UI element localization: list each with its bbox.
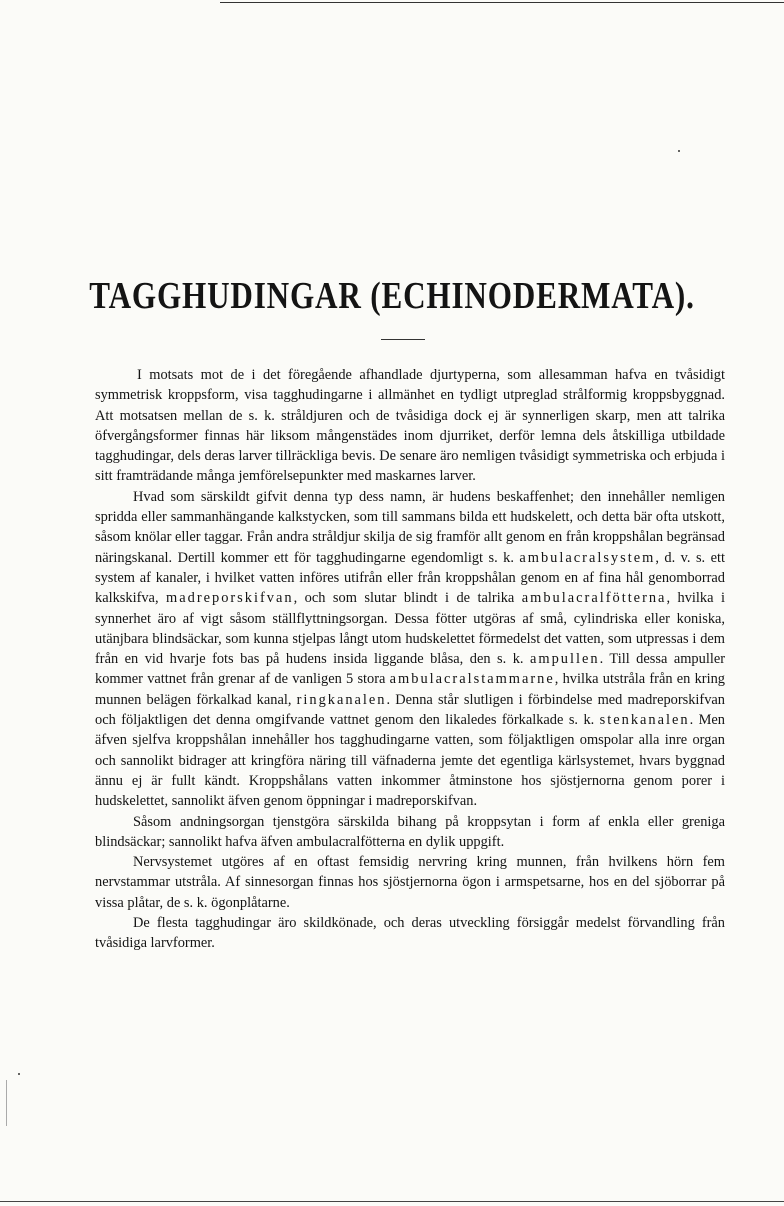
spaced-term: ambulacralstammarne: [389, 671, 555, 688]
paragraph-4: Nervsystemet utgöres af en oftast femsidig nervring kring munnen, från hvilkens hörn fem nervstammar utstråla. Af sinnesorgan finnas hos sjöstjernorna ögon i armspetsarne, hos en del sjöborrar på vissa plåtar, de s. k. ögonplåtarne.: [95, 854, 725, 911]
spaced-term: madreporskifvan: [166, 590, 294, 607]
paragraph-1: I motsats mot de i det föregående afhandlade djurtyperna, som allesamman hafva en tvåsidigt symmetrisk kroppsform, visa tagghudingarne i allmänhet en tydligt utpreglad strålformig kroppsbyggnad. Att motsatsen mellan de s. k. stråldjuren och de tvåsidiga dock ej är synnerligen skarp, men att talrika öfvergångsformer finnas här liksom mångenstädes inom djurriket, derför lemna dels åtskilliga utbildade tagghudingar, dels deras larver tillräckliga bevis. De senare äro nemligen tvåsidigt symmetriska och erbjuda i sitt framträdande många jemförelsepunkter med maskarnes larver.: [95, 367, 725, 485]
text-run: , hvilka i synnerhet äro af vigt såsom ställflyttningsorgan. Dessa fötter utgöras af små, cylindriska eller koniska, utänjbara blindsäckar, som kunna stjelpas långt utom hudskelettet förmedelst det vatten, som utpressas i dem från en vid hvarje fots bas på hudens insida liggande blåsa, den s. k.: [95, 590, 726, 668]
text-run: , hvilka utstråla från en kring munnen belägen förkalkad kanal,: [95, 671, 725, 708]
spaced-term: ambulacralfötterna: [521, 590, 667, 607]
spaced-term: ringkanalen: [296, 691, 387, 708]
text-run: . Men äfven sjelfva kroppshålan innehåller hos tagghudingarne vatten, som följaktligen omspolar alla inre organ och sannolikt bidrager att kringföra näring till väfnaderna jemte det egentliga kärlsystemet, hvars byggnad ännu ej är fullt kändt. Kroppshålans vatten inkommer åtminstone hos sjöstjernorna genom porer i hudskelettet, sannolikt äfven genom öppningar i madreporskifvan.: [95, 712, 725, 810]
spaced-term: ambulacralsystem: [519, 549, 656, 566]
page-title: TAGGHUDINGAR (ECHINODERMATA).: [89, 275, 695, 317]
text-run: , och som slutar blindt i de talrika: [293, 590, 522, 607]
text-run: , d. v. s. ett system af kanaler, i hvilket vatten införes utifrån eller från kroppshålan genom en af fina hål genomborrad kalkskifva,: [95, 549, 725, 607]
paper-speck: [18, 1073, 20, 1075]
left-edge-mark: [6, 1080, 7, 1126]
paragraph-2: [95, 487, 725, 812]
spaced-term: ampullen: [530, 651, 600, 668]
paragraph-3: Såsom andningsorgan tjenstgöra särskilda bihang på kroppsytan i form af enkla eller greniga blindsäckar; sannolikt hafva äfven ambulacralfötterna en dylik uppgift.: [95, 813, 725, 850]
spaced-term: stenkanalen: [599, 712, 690, 729]
bottom-border-line: [0, 1201, 784, 1202]
top-border-line: [220, 2, 784, 3]
paragraph-5: De flesta tagghudingar äro skildkönade, och deras utveckling försiggår medelst förvandling från tvåsidiga larvformer.: [95, 915, 725, 952]
text-run: . Till dessa ampuller kommer vattnet från grenar af de vanligen 5 stora: [95, 651, 725, 688]
paper-speck: [678, 150, 680, 152]
text-run: Hvad som särskildt gifvit denna typ dess namn, är hudens beskaffenhet; den innehåller nemligen spridda eller sammanhängande kalkstycken, som till sammans bilda ett hudskelett, och detta bär ofta utskott, såsom knölar eller taggar. Från andra stråldjur skilja de sig framför allt genom en från kroppshålan begränsad näringskanal. Dertill kommer ett för tagghudingarne egendomligt s. k.: [95, 488, 725, 566]
title-divider: [381, 339, 425, 340]
body-text: [95, 365, 725, 954]
text-run: . Denna står slutligen i förbindelse med madreporskifvan och följaktligen det denna omgifvande vattnet genom den likaledes förkalkade s. k.: [95, 691, 726, 729]
